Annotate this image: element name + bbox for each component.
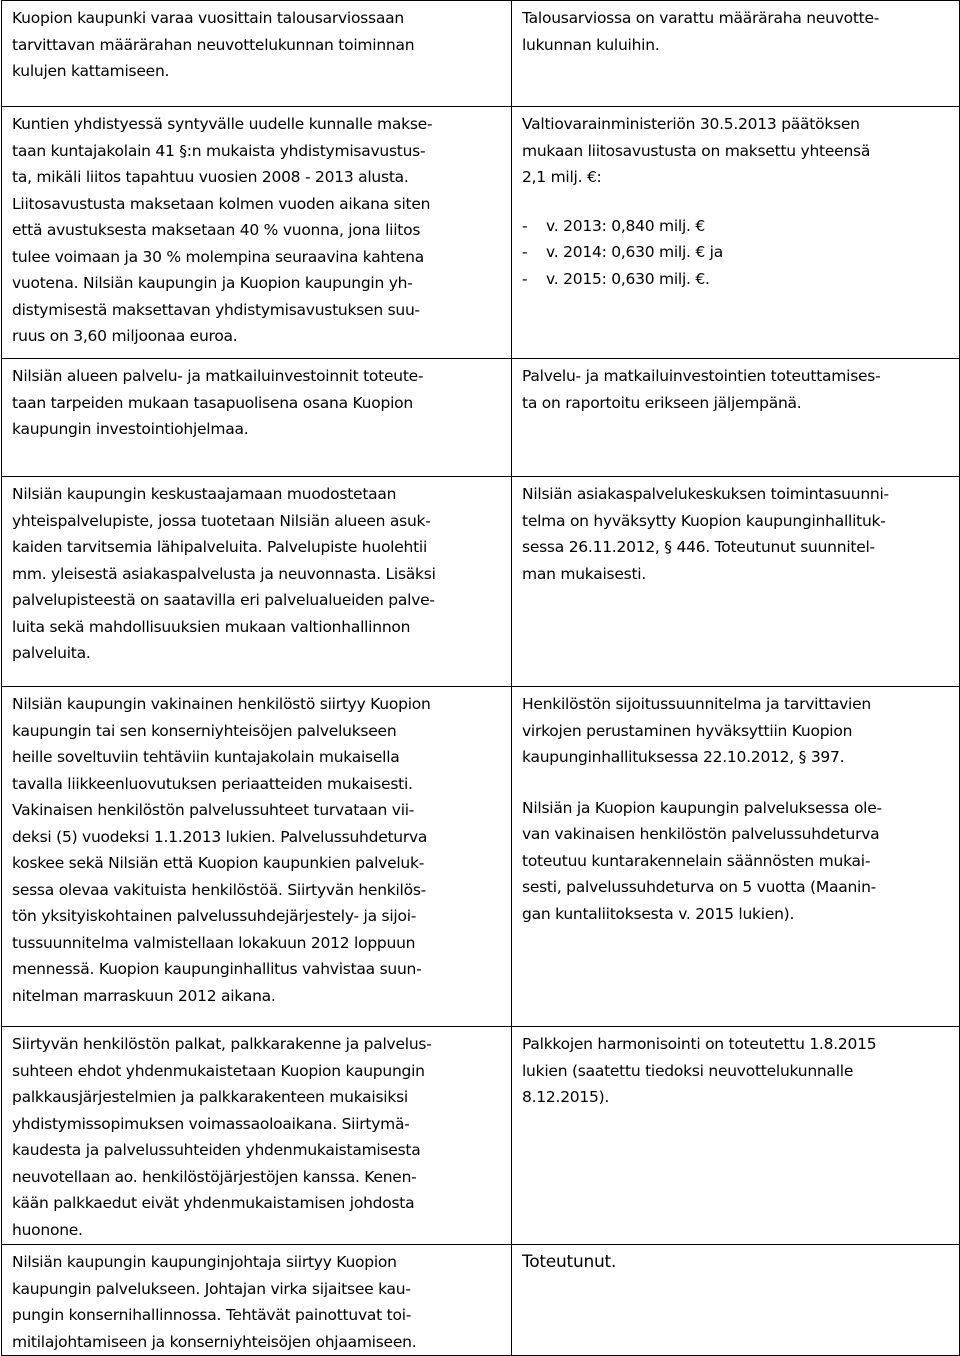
paragraph: Nilsiän kaupungin vakinainen henkilöstö siirtyy Kuopion kaupungin tai sen konserniyhteisöjen palvelukseen heille soveltuviin tehtäviin kuntajakolain mukaisella tavalla liikkeenluovutuksen periaatteiden mukaisesti. Vakinaisen henkilöstön palvelussuhteet turvataan vii- deksi (5) vuodeksi 1.1.2013 lukien. Palvelussuhdeturva koskee sekä Nilsiän että Kuopion kaupunkien palveluk- sessa olevaa vakituista henkilöstöä. Siirtyvän henkilös- tön yksityiskohtainen palvelussuhdejärjestely- ja sijoi- tussuunnitelma valmistellaan lokakuun 2012 loppuun mennessä. Kuopion kaupunginhallitus vahvistaa suun- nitelman marraskuun 2012 aikana.: [12, 695, 431, 1005]
paragraph: Valtiovarainministeriön 30.5.2013 päätöksen mukaan liitosavustusta on maksettu yhteensä 2,1 milj. €:: [522, 115, 871, 186]
left-cell: [2, 1245, 512, 1356]
payment-list: [522, 213, 951, 293]
list-item: - v. 2013: 0,840 milj. €: [522, 216, 706, 235]
right-cell: [512, 687, 960, 1027]
right-cell: [512, 1, 960, 107]
left-cell: [2, 359, 512, 477]
paragraph: Nilsiän ja Kuopion kaupungin palveluksessa ole- van vakinaisen henkilöstön palvelussuhdeturva toteutuu kuntarakennelain säännösten mukai- sesti, palvelussuhdeturva on 5 vuotta (Maanin- gan kuntaliitoksesta v. 2015 lukien).: [522, 798, 882, 923]
table-row: [2, 1027, 960, 1245]
table-row: [2, 1245, 960, 1356]
paragraph: Nilsiän kaupungin kaupunginjohtaja siirtyy Kuopion kaupungin palvelukseen. Johtajan virka sijaitsee kau- pungin konsernihallinnossa. Tehtävät painottuvat toi- mitilajohtamiseen ja konserniyhteisöjen ohjaamiseen.: [12, 1253, 417, 1351]
left-cell: [2, 687, 512, 1027]
list-item: - v. 2014: 0,630 milj. € ja: [522, 243, 723, 261]
paragraph: Siirtyvän henkilöstön palkat, palkkarakenne ja palvelus- suhteen ehdot yhdenmukaistetaan Kuopion kaupungin palkkausjärjestelmien ja palkkarakenteen mukaisiksi yhdistymissopimuksen voimassaoloaikana. Siirtymä- kaudesta ja palvelussuhteiden yhdenmukaistamisesta neuvotellaan ao. henkilöstöjärjestöjen kanssa. Kenen- kään palkkaedut eivät yhdenmukaistamisen johdosta huonone.: [12, 1035, 432, 1239]
agreement-table: [1, 0, 960, 1356]
left-cell: [2, 477, 512, 687]
table-row: [2, 107, 960, 359]
right-cell: [512, 359, 960, 477]
table-row: [2, 477, 960, 687]
left-cell: [2, 1027, 512, 1245]
paragraph: Kuopion kaupunki varaa vuosittain talousarviossaan tarvittavan määrärahan neuvottelukunnan toiminnan kulujen kattamiseen.: [12, 9, 415, 80]
paragraph: Talousarviossa on varattu määräraha neuvotte- lukunnan kuluihin.: [522, 9, 880, 54]
list-item: - v. 2015: 0,630 milj. €.: [522, 269, 710, 288]
right-cell: [512, 1027, 960, 1245]
paragraph: Henkilöstön sijoitussuunnitelma ja tarvittavien virkojen perustaminen hyväksyttiin Kuopion kaupunginhallituksessa 22.10.2012, § 397.: [522, 695, 871, 766]
paragraph: Nilsiän alueen palvelu- ja matkailuinvestoinnit toteute- taan tarpeiden mukaan tasapuolisena osana Kuopion kaupungin investointiohjelmaa.: [12, 367, 424, 438]
paragraph: Palkkojen harmonisointi on toteutettu 1.8.2015 lukien (saatettu tiedoksi neuvottelukunnalle 8.12.2015).: [522, 1035, 877, 1106]
right-cell: [512, 477, 960, 687]
left-cell: [2, 1, 512, 107]
paragraph: Nilsiän asiakaspalvelukeskuksen toimintasuunni- telma on hyväksytty Kuopion kaupunginhallituk- sessa 26.11.2012, § 446. Toteutunut suunnitel- man mukaisesti.: [522, 485, 889, 583]
table-row: [2, 687, 960, 1027]
table-row: [2, 359, 960, 477]
left-cell: [2, 107, 512, 359]
right-cell: [512, 1245, 960, 1356]
paragraph: Toteutunut.: [522, 1252, 617, 1272]
paragraph: Nilsiän kaupungin keskustaajamaan muodostetaan yhteispalvelupiste, jossa tuotetaan Nilsiän alueen asuk- kaiden tarvitsemia lähipalveluita. Palvelupiste huolehtii mm. yleisestä asiakaspalvelusta ja neuvonnasta. Lisäksi palvelupisteestä on saatavilla eri palvelualueiden palve- luita sekä mahdollisuuksien mukaan valtionhallinnon palveluita.: [12, 485, 436, 662]
paragraph: Kuntien yhdistyessä syntyvälle uudelle kunnalle makse- taan kuntajakolain 41 §:n mukaista yhdistymisavustus- ta, mikäli liitos tapahtuu vuosien 2008 - 2013 alusta. Liitosavustusta maksetaan kolmen vuoden aikana siten että avustuksesta maksetaan 40 % vuonna, jona liitos tulee voimaan ja 30 % molempina seuraavina kahtena vuotena. Nilsiän kaupungin ja Kuopion kaupungin yh- distymisestä maksettavan yhdistymisavustuksen suu- ruus on 3,60 miljoonaa euroa.: [12, 115, 433, 345]
table-row: [2, 1, 960, 107]
right-cell: [512, 107, 960, 359]
paragraph: Palvelu- ja matkailuinvestointien toteuttamises- ta on raportoitu erikseen jäljempänä.: [522, 367, 881, 412]
